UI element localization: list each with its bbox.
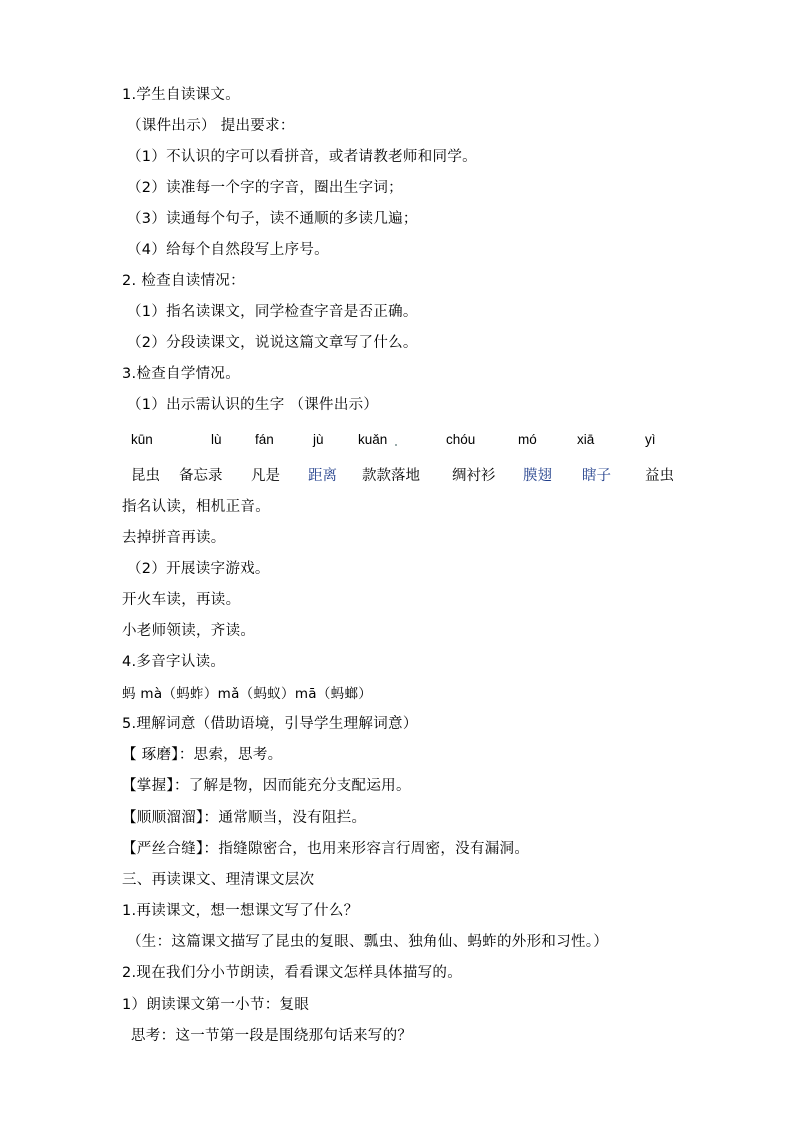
text-line: （2）分段读课文，说说这篇文章写了什么。 xyxy=(127,335,418,351)
text-line: 1.学生自读课文。 xyxy=(122,87,241,103)
vocab-word: 膜翅 xyxy=(523,468,552,484)
text-line: （1）不认识的字可以看拼音，或者请教老师和同学。 xyxy=(127,149,477,165)
text-line: （1）出示需认识的生字 （课件出示） xyxy=(127,397,379,413)
text-line: 去掉拼音再读。 xyxy=(122,530,226,546)
text-line: （2）读准每一个字的字音，圈出生字词； xyxy=(127,180,403,196)
vocab-word: 昆虫 xyxy=(131,468,160,484)
pinyin-label: fán xyxy=(255,432,274,447)
dot-mark xyxy=(395,444,397,446)
text-line: 三、再读课文、理清课文层次 xyxy=(122,872,315,888)
text-line: 思考：这一节第一段是围绕那句话来写的？ xyxy=(131,1028,413,1044)
text-line: 【掌握】：了解是物，因而能充分支配运用。 xyxy=(122,778,411,794)
text-line: （课件出示） 提出要求： xyxy=(127,118,295,134)
pinyin-label: kūn xyxy=(131,432,153,447)
pinyin-label: xiā xyxy=(577,432,595,447)
text-line: 【顺顺溜溜】：通常顺当，没有阻拦。 xyxy=(122,810,367,826)
text-line: 小老师领读，齐读。 xyxy=(122,623,256,639)
vocab-word: 凡是 xyxy=(251,468,280,484)
pinyin-label: jù xyxy=(313,432,324,447)
pinyin-label: mó xyxy=(518,432,537,447)
pinyin-label: yì xyxy=(645,432,656,447)
text-line: （生：这篇课文描写了昆虫的复眼、瓢虫、独角仙、蚂蚱的外形和习性。） xyxy=(127,934,609,950)
text-line: 蚂 mà（蚂蚱）mǎ（蚂蚁）mā（蚂螂） xyxy=(122,686,373,702)
vocab-word: 款款落地 xyxy=(362,468,420,484)
pinyin-label: chóu xyxy=(446,432,476,447)
text-line: 【 琢磨】：思索，思考。 xyxy=(122,747,283,763)
vocab-word: 瞎子 xyxy=(582,468,611,484)
text-line: 【严丝合缝】：指缝隙密合，也用来形容言行周密，没有漏洞。 xyxy=(122,841,530,857)
vocab-word: 绸衬衫 xyxy=(452,468,496,484)
text-line: 2.现在我们分小节朗读，看看课文怎样具体描写的。 xyxy=(122,965,463,981)
text-line: 2. 检查自读情况： xyxy=(122,273,245,289)
text-line: 5.理解词意（借助语境，引导学生理解词意） xyxy=(122,716,418,732)
pinyin-label: lù xyxy=(211,432,222,447)
text-line: （2）开展读字游戏。 xyxy=(127,561,270,577)
text-line: 指名认读，相机正音。 xyxy=(122,499,270,515)
text-line: 4.多音字认读。 xyxy=(122,654,226,670)
text-line: （1）指名读课文，同学检查字音是否正确。 xyxy=(127,304,418,320)
text-line: （3）读通每个句子，读不通顺的多读几遍； xyxy=(127,211,418,227)
vocab-word: 备忘录 xyxy=(179,468,223,484)
text-line: 1.再读课文，想一想课文写了什么？ xyxy=(122,903,359,919)
vocab-word: 益虫 xyxy=(645,468,674,484)
vocab-word: 距离 xyxy=(308,468,337,484)
text-line: （4）给每个自然段写上序号。 xyxy=(127,242,329,258)
text-line: 开火车读，再读。 xyxy=(122,592,241,608)
text-line: 1）朗读课文第一小节：复眼 xyxy=(122,997,310,1013)
pinyin-label: kuǎn xyxy=(358,432,388,447)
text-line: 3.检查自学情况。 xyxy=(122,366,241,382)
